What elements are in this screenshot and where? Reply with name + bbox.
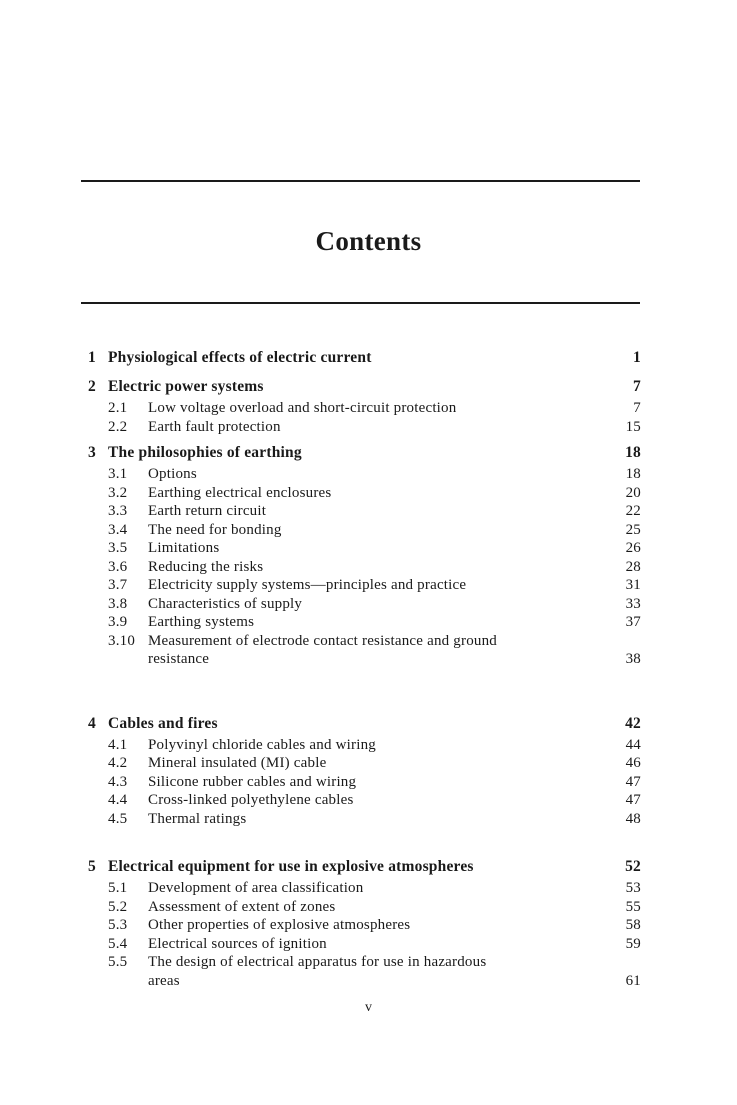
chapter-page: 42 xyxy=(625,714,641,732)
chapter-number: 5 xyxy=(88,858,96,875)
chapter-title: Electric power systems xyxy=(108,378,264,395)
section-title-continued: areas xyxy=(148,972,180,989)
section-entry[interactable] xyxy=(88,736,641,755)
section-entry[interactable] xyxy=(88,916,641,935)
chapter-entry[interactable] xyxy=(88,854,641,879)
section-title: Polyvinyl chloride cables and wiring xyxy=(148,736,376,753)
section-page: 26 xyxy=(625,540,641,556)
section-page: 59 xyxy=(625,935,641,952)
section-number: 5.5 xyxy=(108,954,128,970)
section-entry[interactable] xyxy=(88,613,641,632)
section-number: 4.2 xyxy=(108,755,128,771)
section-title: Cross-linked polyethylene cables xyxy=(148,792,354,808)
page-folio: v xyxy=(365,1000,372,1015)
chapter-page: 18 xyxy=(625,444,641,461)
chapter-entry[interactable] xyxy=(88,345,641,370)
section-title: Characteristics of supply xyxy=(148,595,303,612)
section-title: Assessment of extent of zones xyxy=(148,898,336,915)
section-number: 3.4 xyxy=(108,521,128,538)
section-entry[interactable] xyxy=(88,953,641,972)
section-entry[interactable] xyxy=(88,558,641,577)
section-page: 20 xyxy=(625,484,641,501)
section-entry[interactable] xyxy=(88,810,641,829)
section-number: 3.2 xyxy=(108,484,128,501)
chapter-title: Cables and fires xyxy=(108,714,218,732)
section-page: 47 xyxy=(625,773,641,790)
section-entry-continuation[interactable] xyxy=(88,972,641,991)
chapter-title: The philosophies of earthing xyxy=(108,444,302,461)
section-title-continued: resistance xyxy=(148,651,210,667)
chapter-2 xyxy=(88,374,641,436)
section-number: 5.2 xyxy=(108,898,128,915)
section-number: 2.2 xyxy=(108,418,128,435)
chapter-title: Electrical equipment for use in explosive atmospheres xyxy=(108,858,474,875)
section-title: Mineral insulated (MI) cable xyxy=(148,755,327,771)
chapter-page: 7 xyxy=(633,378,641,395)
section-entry[interactable] xyxy=(88,935,641,954)
section-number: 3.5 xyxy=(108,540,128,556)
chapter-1 xyxy=(88,345,641,370)
section-entry[interactable] xyxy=(88,898,641,917)
chapter-number: 1 xyxy=(88,349,96,366)
section-page: 22 xyxy=(625,503,641,519)
section-page: 61 xyxy=(625,972,641,989)
section-number: 4.1 xyxy=(108,736,128,753)
section-title: Low voltage overload and short-circuit protection xyxy=(148,400,457,416)
section-entry[interactable] xyxy=(88,418,641,437)
section-entry-continuation[interactable] xyxy=(88,650,641,669)
section-number: 3.7 xyxy=(108,577,128,593)
section-title: Earth return circuit xyxy=(148,503,267,519)
section-entry[interactable] xyxy=(88,791,641,810)
section-title: Limitations xyxy=(148,540,220,556)
section-entry[interactable] xyxy=(88,576,641,595)
section-title: Electrical sources of ignition xyxy=(148,935,327,952)
section-title: Reducing the risks xyxy=(148,558,264,575)
chapter-4 xyxy=(88,711,641,829)
section-title: The need for bonding xyxy=(148,521,282,538)
section-entry[interactable] xyxy=(88,521,641,540)
chapter-page: 1 xyxy=(633,349,641,366)
section-page: 48 xyxy=(625,810,641,827)
section-page: 7 xyxy=(633,400,641,416)
chapter-entry[interactable] xyxy=(88,711,641,736)
section-number: 3.9 xyxy=(108,614,128,630)
section-number: 2.1 xyxy=(108,400,128,416)
chapter-5 xyxy=(88,854,641,990)
chapter-entry[interactable] xyxy=(88,374,641,399)
section-title: Silicone rubber cables and wiring xyxy=(148,773,357,790)
section-entry[interactable] xyxy=(88,465,641,484)
section-page: 28 xyxy=(625,558,641,575)
section-number: 4.3 xyxy=(108,773,128,790)
chapter-page: 52 xyxy=(625,858,641,875)
section-number: 5.4 xyxy=(108,935,128,952)
chapter-3 xyxy=(88,440,641,669)
section-number: 4.5 xyxy=(108,810,128,827)
section-page: 37 xyxy=(625,614,641,630)
page-title: Contents xyxy=(315,226,422,256)
section-page: 18 xyxy=(625,466,641,482)
section-title: Earth fault protection xyxy=(148,418,281,435)
section-page: 53 xyxy=(625,880,641,896)
section-number: 3.1 xyxy=(108,466,128,482)
section-page: 33 xyxy=(625,595,641,612)
section-number: 3.10 xyxy=(108,632,136,649)
section-entry[interactable] xyxy=(88,484,641,503)
section-title: Electricity supply systems—principles and practice xyxy=(148,577,467,593)
section-number: 5.3 xyxy=(108,917,128,933)
chapter-number: 4 xyxy=(88,714,96,732)
section-entry[interactable] xyxy=(88,502,641,521)
section-entry[interactable] xyxy=(88,539,641,558)
section-title: The design of electrical apparatus for use in hazardous xyxy=(148,954,487,970)
section-page: 38 xyxy=(625,651,641,667)
section-number: 3.3 xyxy=(108,503,128,519)
section-entry[interactable] xyxy=(88,754,641,773)
section-number: 3.8 xyxy=(108,595,128,612)
section-page: 25 xyxy=(625,521,641,538)
section-title: Other properties of explosive atmospheres xyxy=(148,917,411,933)
section-page: 46 xyxy=(625,755,641,771)
chapter-number: 3 xyxy=(88,444,96,461)
section-entry[interactable] xyxy=(88,773,641,792)
section-page: 55 xyxy=(625,898,641,915)
section-page: 31 xyxy=(625,577,641,593)
top-rule xyxy=(81,180,640,182)
table-of-contents xyxy=(88,345,641,990)
chapter-title: Physiological effects of electric current xyxy=(108,349,372,366)
bottom-rule xyxy=(81,302,640,304)
section-number: 3.6 xyxy=(108,558,128,575)
section-entry[interactable] xyxy=(88,399,641,418)
section-title: Earthing electrical enclosures xyxy=(148,484,332,501)
section-title: Measurement of electrode contact resistance and ground xyxy=(148,632,497,649)
section-page: 58 xyxy=(625,917,641,933)
section-page: 47 xyxy=(625,792,641,808)
section-title: Development of area classification xyxy=(148,880,364,896)
section-title: Earthing systems xyxy=(148,614,255,630)
section-entry[interactable] xyxy=(88,595,641,614)
section-title: Thermal ratings xyxy=(148,810,247,827)
section-page: 44 xyxy=(625,736,641,753)
section-entry[interactable] xyxy=(88,879,641,898)
section-entry[interactable] xyxy=(88,632,641,651)
section-number: 5.1 xyxy=(108,880,128,896)
section-title: Options xyxy=(148,466,197,482)
chapter-number: 2 xyxy=(88,378,96,395)
chapter-entry[interactable] xyxy=(88,440,641,465)
section-page: 15 xyxy=(625,418,641,435)
section-number: 4.4 xyxy=(108,792,128,808)
